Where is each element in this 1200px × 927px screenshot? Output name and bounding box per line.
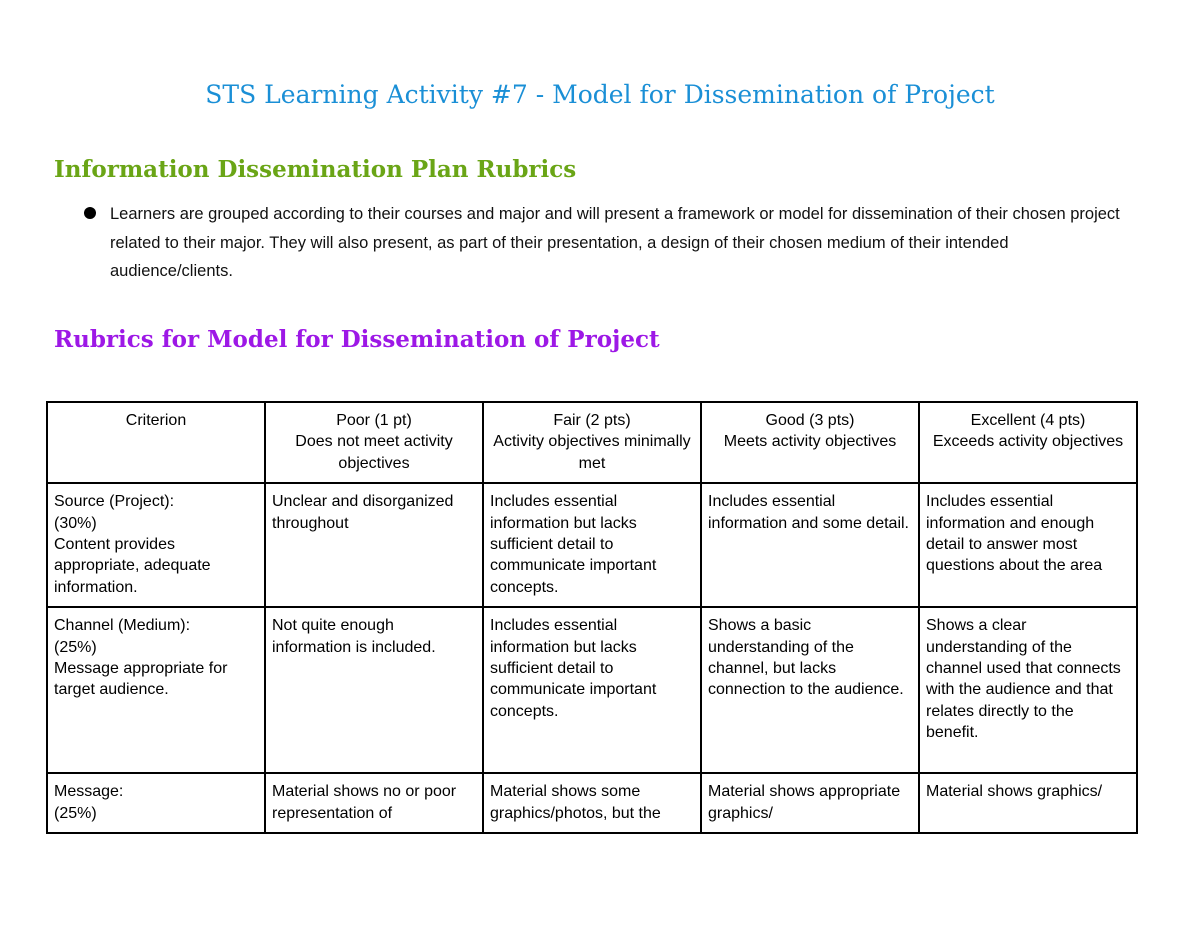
cell-good: Material shows appropriate graphics/: [701, 773, 919, 833]
cell-poor: Unclear and disorganized throughout: [265, 483, 483, 607]
cell-poor: Not quite enough information is included.: [265, 607, 483, 773]
table-row: [47, 607, 1137, 773]
cell-good: Includes essential information and some detail.: [701, 483, 919, 607]
cell-criterion: Channel (Medium): (25%) Message appropriate for target audience.: [47, 607, 265, 773]
table-row: [47, 773, 1137, 833]
section-heading-rubrics: Rubrics for Model for Dissemination of Project: [54, 326, 660, 353]
cell-fair: Includes essential information but lacks sufficient detail to communicate important concepts.: [483, 483, 701, 607]
header-excellent: Excellent (4 pts) Exceeds activity objectives: [919, 402, 1137, 483]
header-good: Good (3 pts) Meets activity objectives: [701, 402, 919, 483]
cell-criterion: Message: (25%): [47, 773, 265, 833]
rubric-table: [46, 401, 1138, 834]
list-item: [84, 200, 1134, 286]
bullet-list: [84, 200, 1134, 286]
cell-excellent: Includes essential information and enough detail to answer most questions about the area: [919, 483, 1137, 607]
table-header-row: [47, 402, 1137, 483]
header-fair: Fair (2 pts) Activity objectives minimally met: [483, 402, 701, 483]
page-title: STS Learning Activity #7 - Model for Dissemination of Project: [205, 80, 995, 109]
header-poor: Poor (1 pt) Does not meet activity objectives: [265, 402, 483, 483]
cell-fair: Material shows some graphics/photos, but the: [483, 773, 701, 833]
bullet-text: Learners are grouped according to their courses and major and will present a framework or model for dissemination of their chosen project related to their major. They will also present, as part of their presentation, a design of their chosen medium of their intended audience/clients.: [110, 205, 1120, 280]
bullet-icon: [84, 207, 96, 219]
header-criterion: Criterion: [47, 402, 265, 483]
cell-criterion: Source (Project): (30%) Content provides appropriate, adequate information.: [47, 483, 265, 607]
cell-excellent: Shows a clear understanding of the channel used that connects with the audience and that relates directly to the benefit.: [919, 607, 1137, 773]
cell-fair: Includes essential information but lacks sufficient detail to communicate important concepts.: [483, 607, 701, 773]
cell-poor: Material shows no or poor representation of: [265, 773, 483, 833]
table-row: [47, 483, 1137, 607]
cell-good: Shows a basic understanding of the channel, but lacks connection to the audience.: [701, 607, 919, 773]
section-heading-dissemination-plan: Information Dissemination Plan Rubrics: [54, 156, 577, 183]
cell-excellent: Material shows graphics/: [919, 773, 1137, 833]
